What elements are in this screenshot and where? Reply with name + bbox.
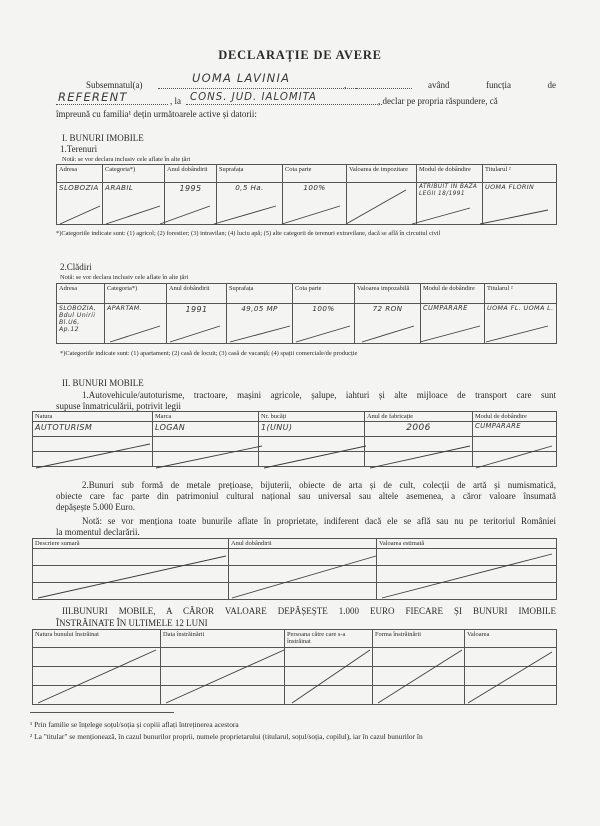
- table-cell[interactable]: CUMPARARE: [473, 422, 557, 437]
- name-comma: ,: [344, 80, 347, 90]
- col-header: Valoarea impozabilă: [355, 284, 421, 304]
- table-row: [33, 667, 557, 686]
- table-cell[interactable]: [347, 183, 417, 225]
- name-line: [158, 88, 372, 89]
- table-cell[interactable]: LOGAN: [153, 422, 259, 437]
- table-cell[interactable]: 100%: [283, 183, 347, 225]
- table-cell[interactable]: SLOBOZIA, Bdul Unirii Bl.U6, Ap.12: [57, 304, 105, 344]
- institution-line: [186, 104, 382, 105]
- section-3-heading-1: III.BUNURI MOBILE, A CĂROR VALOARE DEPĂȘEȘTE 1.000 EURO FIECARE ȘI BUNURI IMOBILE: [62, 606, 556, 616]
- table-row: [57, 304, 557, 344]
- col-header: Categoria*): [105, 284, 167, 304]
- section-3-heading-2: ÎNSTRĂINATE ÎN ULTIMELE 12 LUNI: [56, 618, 208, 628]
- col-header: Anul dobândirii: [229, 539, 377, 549]
- col-header: Modul de dobândire: [473, 412, 557, 422]
- vehicule-text-2: supuse înmatriculării, potrivit legii: [56, 401, 181, 411]
- col-header: Valoarea estimată: [377, 539, 557, 549]
- table-cell[interactable]: 1995: [165, 183, 217, 225]
- name-field[interactable]: UOMA LAVINIA: [192, 71, 291, 85]
- subsemnatul-label: Subsemnatul(a): [86, 80, 143, 90]
- table-row: [33, 648, 557, 667]
- avand-functia-label: având funcția de: [428, 80, 556, 90]
- col-header: Marca: [153, 412, 259, 422]
- col-header: Nr. bucăți: [259, 412, 365, 422]
- instrainate-table: [32, 629, 557, 705]
- col-header: Data înstrăinării: [161, 630, 285, 648]
- table-row: [33, 452, 557, 467]
- col-header: Cota parte: [293, 284, 355, 304]
- table-row: [33, 437, 557, 452]
- col-header: Anul dobândirii: [167, 284, 227, 304]
- metale-line-1: 2.Bunuri sub formă de metale prețioase, bijuterii, obiecte de arta și de cult, colecții de artă și numismatică,: [82, 480, 556, 490]
- table-cell[interactable]: ARABIL: [103, 183, 165, 225]
- table-cell[interactable]: CUMPARARE: [421, 304, 485, 344]
- cladiri-table: [56, 283, 557, 344]
- instrainate-header-row: [33, 630, 557, 648]
- cladiri-header-row: [57, 284, 557, 304]
- col-header: Persoana către care s-a înstrăinat: [285, 630, 373, 648]
- table-cell[interactable]: APARTAM.: [105, 304, 167, 344]
- name-line-2: [356, 88, 412, 89]
- table-cell[interactable]: AUTOTURISM: [33, 422, 153, 437]
- cladiri-note: Notă: se vor declara inclusiv cele aflate în alte țări: [60, 274, 189, 281]
- vehicule-header-row: [33, 412, 557, 422]
- col-header: Adresa: [57, 284, 105, 304]
- table-cell[interactable]: 100%: [293, 304, 355, 344]
- metale-table: [32, 538, 557, 600]
- table-row: [33, 583, 557, 600]
- footnote-1: ¹ Prin familie se înțelege soțul/soția și copiii aflați întreținerea acestora: [30, 720, 239, 729]
- table-cell[interactable]: 1(UNU): [259, 422, 365, 437]
- col-header: Titularul ²: [483, 165, 557, 183]
- terenuri-heading: 1.Terenuri: [60, 144, 98, 154]
- table-cell[interactable]: 2006: [365, 422, 473, 437]
- table-cell[interactable]: 49,05 MP: [227, 304, 293, 344]
- col-header: Anul de fabricație: [365, 412, 473, 422]
- metale-line-3: depășește 5.000 Euro.: [56, 502, 135, 512]
- function-field[interactable]: REFERENT: [58, 90, 128, 104]
- col-header: Forma înstrăinării: [373, 630, 465, 648]
- intro-line-2: împreună cu familia¹ dețin următoarele active și datorii:: [56, 109, 257, 119]
- table-row: [57, 183, 557, 225]
- col-header: Descriere sumară: [33, 539, 229, 549]
- table-cell[interactable]: 72 RON: [355, 304, 421, 344]
- institution-field[interactable]: CONS. JUD. IALOMITA: [190, 92, 317, 103]
- declar-text: , declar pe propria răspundere, că: [378, 96, 498, 106]
- nota-line-2: la momentul declarării.: [56, 527, 140, 537]
- col-header: Categoria*): [103, 165, 165, 183]
- nota-line-1: Notă: se vor menționa toate bunurile aflate în proprietate, indiferent dacă ele se află sau nu pe teritoriul României: [82, 516, 556, 526]
- col-header: Valoarea: [465, 630, 557, 648]
- page-title: DECLARAȚIE DE AVERE: [218, 48, 382, 62]
- col-header: Adresa: [57, 165, 103, 183]
- col-header: Natura bunului înstrăinat: [33, 630, 161, 648]
- section-2-heading: II. BUNURI MOBILE: [62, 378, 144, 388]
- col-header: Titularul ²: [485, 284, 557, 304]
- table-cell[interactable]: 0,5 Ha.: [217, 183, 283, 225]
- table-row: [33, 549, 557, 566]
- table-cell[interactable]: UOMA FL. UOMA L.: [485, 304, 557, 344]
- col-header: Modul de dobândire: [417, 165, 483, 183]
- table-cell[interactable]: ATRIBUIT IN BAZA LEGII 18/1991: [417, 183, 483, 225]
- metale-header-row: [33, 539, 557, 549]
- col-header: Valoarea de impozitare: [347, 165, 417, 183]
- vehicule-text: 1.Autovehicule/autoturisme, tractoare, mașini agricole, șalupe, iahturi și alte mijloace de transport care sunt: [82, 390, 556, 400]
- section-1-heading: I. BUNURI IMOBILE: [62, 133, 144, 143]
- terenuri-note: Notă: se vor declara inclusiv cele aflate în alte țări: [62, 156, 191, 163]
- col-header: Suprafața: [217, 165, 283, 183]
- table-row: [33, 422, 557, 437]
- cladiri-footnote: *)Categoriile indicate sunt: (1) apartament; (2) casă de locuit; (3) casă de vacanță; (4) spații comerciale/de producție: [60, 350, 358, 357]
- table-cell[interactable]: 1991: [167, 304, 227, 344]
- cladiri-heading: 2.Clădiri: [60, 262, 92, 272]
- col-header: Anul dobândirii: [165, 165, 217, 183]
- terenuri-footnote: *)Categoriile indicate sunt: (1) agricol; (2) forestier; (3) intravilan; (4) luciu apă; (5) alte categorii de terenuri extravilane, dacă se află în circuitul civil: [56, 230, 441, 237]
- table-cell[interactable]: SLOBOZIA: [57, 183, 103, 225]
- table-cell[interactable]: UOMA FLORIN: [483, 183, 557, 225]
- vehicule-table: [32, 411, 557, 467]
- table-row: [33, 686, 557, 705]
- metale-line-2: obiecte care fac parte din patrimoniul cultural național sau universal sau altele asemenea, a căror valoare însumată: [56, 491, 556, 501]
- terenuri-table: [56, 164, 557, 225]
- col-header: Cota parte: [283, 165, 347, 183]
- table-row: [33, 566, 557, 583]
- col-header: Natura: [33, 412, 153, 422]
- la-label: , la: [170, 96, 181, 106]
- terenuri-header-row: [57, 165, 557, 183]
- footnote-divider: [30, 712, 174, 713]
- col-header: Modul de dobândire: [421, 284, 485, 304]
- footnote-2: ² La "titular" se menționează, în cazul bunurilor proprii, numele proprietarului (titularul, soțul/soția, copilul), iar în cazul bunurilor în: [30, 732, 423, 741]
- col-header: Suprafața: [227, 284, 293, 304]
